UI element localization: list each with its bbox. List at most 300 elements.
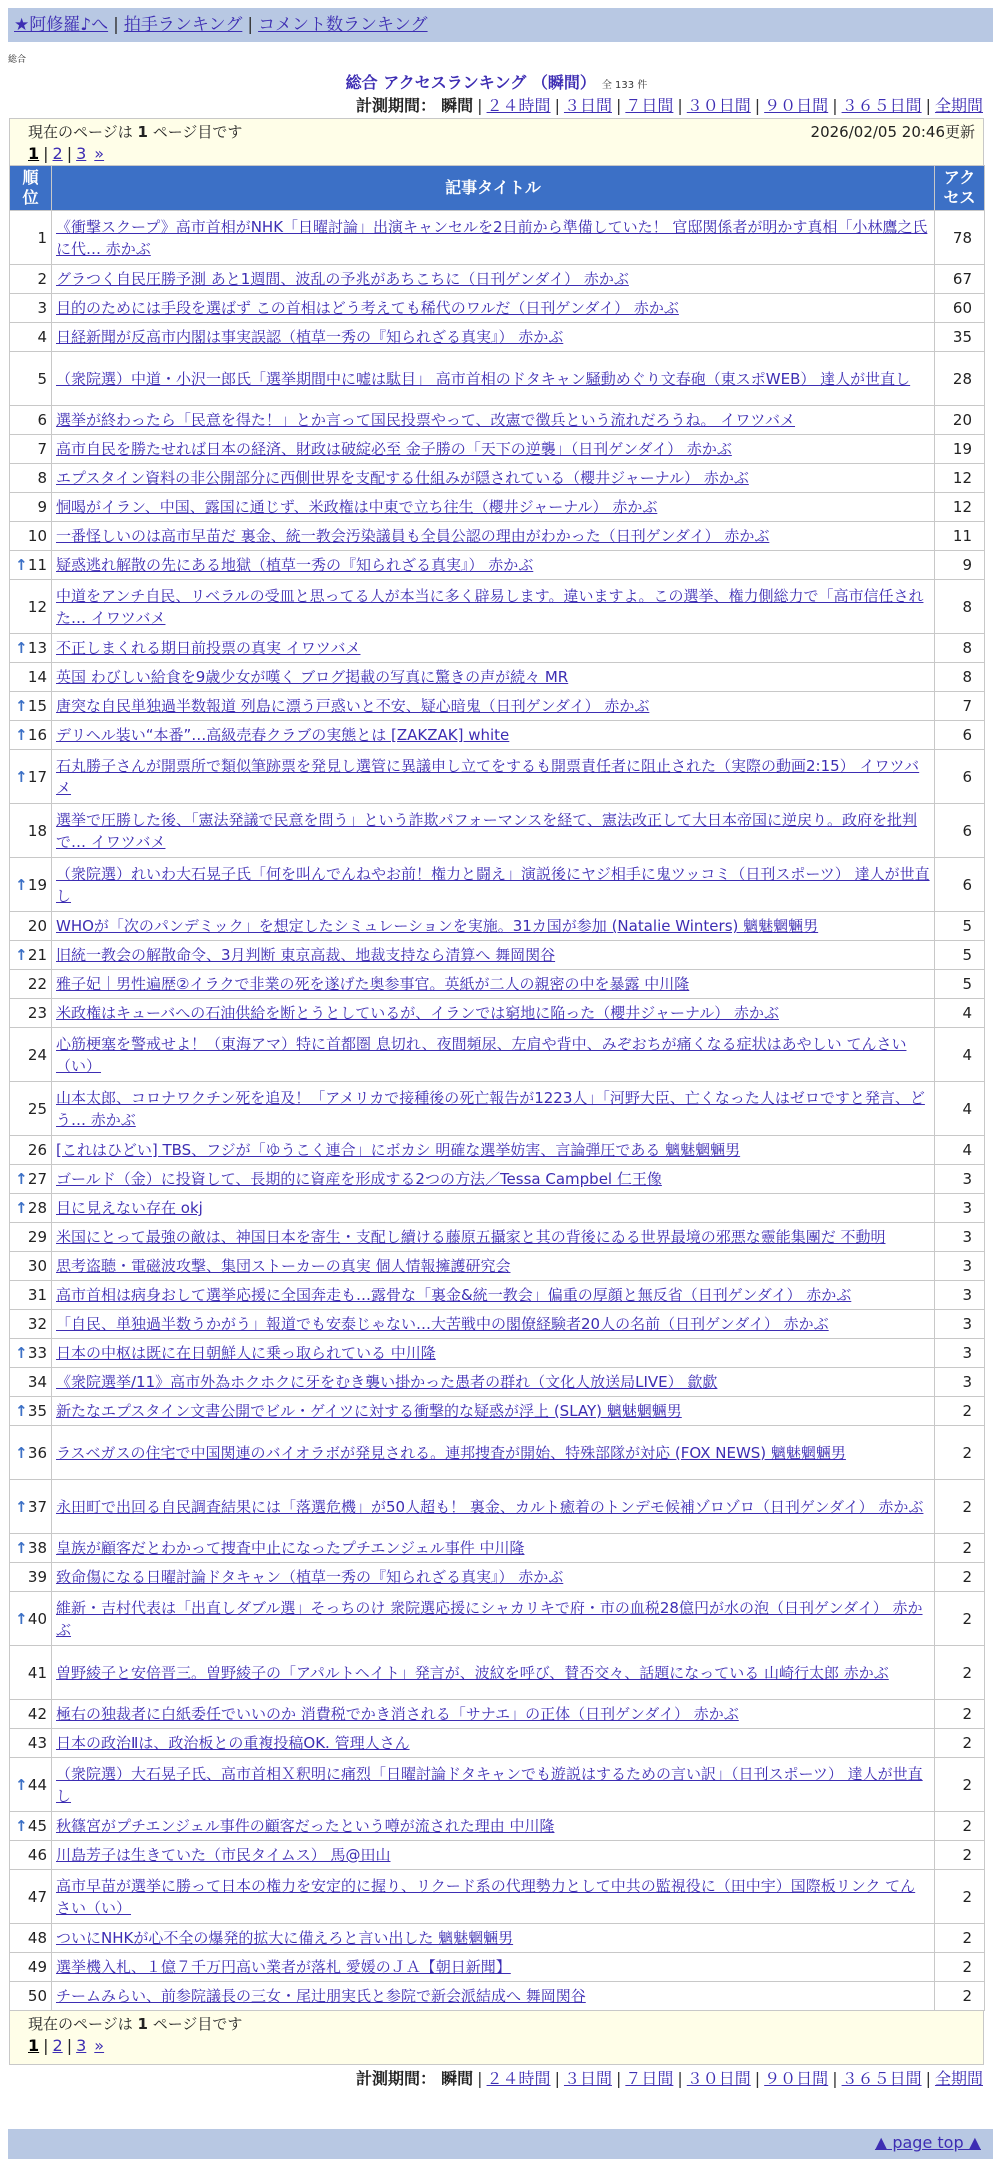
article-title-link[interactable]: チームみらい、前参院議長の三女・尾辻朋実氏と参院で新会派結成へ 舞岡関谷 [56,1987,586,2005]
page-link[interactable]: 3 [76,144,87,163]
article-title-link[interactable]: 川島芳子は生きていた（市民タイムス） 馬@田山 [56,1846,391,1864]
access-count: 60 [935,294,985,323]
rank-up-arrow-icon: ↑ [15,556,28,574]
article-title-link[interactable]: [これはひどい] TBS、フジが「ゆうこく連合」にボカシ 明確な選挙妨害、言論弾圧である 魑魅魍魎男 [56,1141,741,1159]
title-cell [52,1563,935,1592]
table-row [10,804,985,858]
updated-timestamp: 2026/02/05 20:46更新 [810,123,975,141]
article-title-link[interactable]: 山本太郎、コロナワクチン死を追及！「アメリカで接種後の死亡報告が1223人」「河野大臣、亡くなった人はゼロですと発言、どう… 赤かぶ [56,1088,925,1129]
title-cell [52,1426,935,1480]
rank-cell [10,692,52,721]
rank-cell [10,406,52,435]
table-row [10,1339,985,1368]
title-cell [52,1165,935,1194]
rank-number: 40 [27,1609,47,1628]
period-option[interactable]: 全期間 [934,96,983,115]
page-title-text: 総合 アクセスランキング （瞬間） [345,73,596,92]
rank-number: 48 [27,1929,47,1947]
access-count: 3 [935,1339,985,1368]
period-separator: | [754,96,761,115]
period-label: 計測期間： [356,2069,437,2088]
access-count: 11 [935,522,985,551]
rank-number: 20 [27,917,47,935]
rank-cell [10,941,52,970]
rank-number: 14 [27,668,47,686]
table-row [10,750,985,804]
nav-separator: | [247,15,254,35]
access-count: 2 [935,1812,985,1841]
access-count: 3 [935,1252,985,1281]
rank-up-arrow-icon: ↑ [15,946,28,964]
period-selector-top [0,94,983,118]
title-cell [52,804,935,858]
article-title-link[interactable]: 皇族が顧客だとわかって捜査中止になったプチエンジェル事件 中川隆 [56,1539,525,1557]
table-header-row [10,166,985,211]
article-title-link[interactable]: 《衝撃スクープ》高市首相がNHK「日曜討論」出演キャンセルを2日前から準備していた！ 官邸関係者が明かす真相「小林鷹之氏に代… 赤かぶ [56,217,928,258]
access-count: 6 [935,750,985,804]
period-option: 瞬間 [441,96,474,115]
period-separator: | [477,96,483,115]
title-cell [52,1310,935,1339]
table-row [10,1368,985,1397]
table-row [10,721,985,750]
article-title-link[interactable]: 秋篠宮がプチエンジェル事件の顧客だったという噂が流された理由 中川隆 [56,1817,555,1835]
rank-number: 9 [37,498,47,516]
title-cell [52,1700,935,1729]
table-row [10,1841,985,1870]
title-cell [52,1646,935,1700]
table-row [10,858,985,912]
table-row [10,1870,985,1924]
rank-number: 23 [27,1004,47,1022]
ranking-container [9,118,984,2065]
article-title-link[interactable]: 目的のためには手段を選ばず この首相はどう考えても稀代のワルだ（日刊ゲンダイ） 赤かぶ [56,299,679,317]
article-title-link[interactable]: 永田町で出回る自民調査結果には「落選危機」が50人超も！ 裏金、カルト癒着のトンデモ候補ゾロゾロ（日刊ゲンダイ） 赤かぶ [56,1497,924,1516]
table-row [10,1480,985,1534]
article-title-link[interactable]: 高市首相は病身おして選挙応援に全国奔走も…露骨な「裏金&統一教会」偏重の厚顔と無反省（日刊ゲンダイ） 赤かぶ [56,1286,852,1304]
page-link[interactable]: 1 [28,2036,40,2055]
article-title-link[interactable]: 日本の政治Ⅱは、政治板との重複投稿OK. 管理人さん [56,1734,410,1752]
rank-cell [10,294,52,323]
table-row [10,551,985,580]
page-link[interactable]: 1 [28,144,40,163]
article-title-link[interactable]: 選挙が終わったら「民意を得た！」とか言って国民投票やって、改憲で徴兵という流れだろうね。 イワツバメ [56,411,796,429]
access-count: 67 [935,265,985,294]
article-title-link[interactable]: 思考盗聴・電磁波攻撃、集団ストーカーの真実 個人情報擁護研究会 [56,1257,511,1275]
next-page-link[interactable]: » [94,2036,105,2055]
next-page-link[interactable]: » [94,144,105,163]
page-info-text [28,121,242,143]
title-cell [52,1339,935,1368]
title-cell [52,1758,935,1812]
period-option[interactable]: ３０日間 [686,96,751,115]
rank-cell [10,352,52,406]
rank-cell [10,1924,52,1953]
pager-bottom [28,2035,975,2057]
access-count: 4 [935,1136,985,1165]
access-count: 2 [935,1758,985,1812]
rank-cell [10,1136,52,1165]
title-cell [52,1953,935,1982]
access-count: 6 [935,858,985,912]
rank-up-arrow-icon: ↑ [15,1199,28,1217]
article-title-link[interactable]: （衆院選）中道・小沢一郎氏「選挙期間中に嘘は駄目」 高市首相のドタキャン騒動めぐり文春砲（東スポWEB） 達人が世直し [56,369,911,388]
period-separator: | [925,2069,931,2088]
page-title [0,72,993,94]
access-count: 5 [935,912,985,941]
article-title-link[interactable]: デリヘル装い“本番”…高級売春クラブの実態とは [ZAKZAK] white [56,726,510,744]
clap-ranking-link[interactable]: 拍手ランキング [123,15,243,35]
page-link[interactable]: 3 [76,2036,87,2055]
article-title-link[interactable]: 不正しまくれる期日前投票の真実 イワツバメ [56,639,361,657]
rank-number: 1 [37,228,47,247]
rank-number: 17 [27,767,47,786]
article-title-link[interactable]: 高市自民を勝たせれば日本の経済、財政は破綻必至 金子勝の「天下の逆襲」（日刊ゲンダイ） 赤かぶ [56,440,732,458]
title-cell [52,1534,935,1563]
title-cell [52,1194,935,1223]
article-title-link[interactable]: 高市早苗が選挙に勝って日本の権力を安定的に握り、リクード系の代理勢力として中共の監視役に（田中宇）国際板リンク てんさい（い） [56,1876,916,1917]
page-link[interactable]: 2 [52,2036,63,2055]
table-row [10,406,985,435]
rank-number: 21 [27,946,47,964]
rank-number: 43 [27,1734,47,1752]
title-cell [52,551,935,580]
title-cell [52,663,935,692]
rank-cell [10,634,52,663]
page-info-box-top [9,118,984,165]
period-option: 瞬間 [441,2069,474,2088]
rank-number: 6 [37,411,47,429]
table-row [10,1252,985,1281]
table-row [10,580,985,634]
rank-up-arrow-icon: ↑ [15,1609,28,1628]
article-title-link[interactable]: 選挙で圧勝した後、「憲法発議で民意を問う」という詐欺パフォーマンスを経て、憲法改正して大日本帝国に逆戻り。政府を批判で… イワツバメ [56,810,918,851]
period-option[interactable]: ３日間 [563,2069,612,2088]
article-title-link[interactable]: 一番怪しいのは高市早苗だ 裏金、統一教会汚染議員も全員公認の理由がわかった（日刊ゲンダイ） 赤かぶ [56,527,770,545]
table-row [10,1281,985,1310]
rank-number: 3 [37,299,47,317]
article-title-link[interactable]: 選挙機入札、１億７千万円高い業者が落札 愛媛のＪＡ【朝日新聞】 [56,1958,511,1976]
rank-cell [10,1646,52,1700]
article-title-link[interactable]: 恫喝がイラン、中国、露国に通じず、米政権は中東で立ち往生（櫻井ジャーナル） 赤かぶ [56,498,658,516]
access-count: 2 [935,1534,985,1563]
title-cell [52,970,935,999]
page-top-link[interactable]: ▲ page top ▲ [874,2133,981,2152]
rank-number: 28 [27,1199,47,1217]
rank-number: 16 [27,726,47,744]
title-cell [52,1082,935,1136]
article-title-link[interactable]: 曽野綾子と安倍晋三。曽野綾子の「アパルトヘイト」発言が、波紋を呼び、賛否交々、話題になっている 山崎行太郎 赤かぶ [56,1663,889,1682]
title-cell [52,912,935,941]
rank-cell [10,1870,52,1924]
period-option[interactable]: ３６５日間 [841,96,922,115]
rank-cell [10,1310,52,1339]
title-cell [52,692,935,721]
rank-up-arrow-icon: ↑ [15,1775,28,1794]
rank-up-arrow-icon: ↑ [15,697,28,715]
rank-cell [10,1194,52,1223]
table-row [10,634,985,663]
access-count: 4 [935,999,985,1028]
table-row [10,941,985,970]
comment-ranking-link[interactable]: コメント数ランキング [258,15,428,35]
rank-number: 27 [27,1170,47,1188]
rank-cell [10,1812,52,1841]
rank-up-arrow-icon: ↑ [15,767,28,786]
rank-cell [10,1563,52,1592]
access-count: 3 [935,1368,985,1397]
access-count: 3 [935,1194,985,1223]
access-count: 2 [935,1563,985,1592]
title-cell [52,941,935,970]
article-title-link[interactable]: 英国 わびしい給食を9歳少女が嘆く ブログ掲載の写真に驚きの声が続々 MR [56,668,569,686]
period-separator: | [554,96,560,115]
rank-up-arrow-icon: ↑ [15,726,28,744]
rank-number: 38 [27,1539,47,1557]
title-cell [52,634,935,663]
article-title-link[interactable]: （衆院選）大石晃子氏、高市首相Ｘ釈明に痛烈「日曜討論ドタキャンでも遊説はするための言い訳」（日刊スポーツ） 達人が世直し [56,1764,923,1805]
period-separator: | [615,2069,622,2088]
article-title-link[interactable]: 《衆院選挙/11》高市外為ホクホクに牙をむき襲い掛かった愚者の群れ（文化人放送局LIVE） 歙歔 [56,1373,718,1391]
access-count: 2 [935,1700,985,1729]
rank-cell [10,1368,52,1397]
rank-number: 42 [27,1705,47,1723]
rank-cell [10,580,52,634]
rank-cell [10,1729,52,1758]
rank-number: 33 [27,1344,47,1362]
table-row [10,1924,985,1953]
period-option[interactable]: ２４時間 [486,96,551,115]
title-cell [52,522,935,551]
rank-cell [10,912,52,941]
col-title-header: 記事タイトル [52,166,935,211]
table-row [10,1646,985,1700]
table-row [10,663,985,692]
article-title-link[interactable]: 雅子妃｜男性遍歴②イラクで非業の死を遂げた奥参事官。英紙が二人の親密の中を暴露 中川隆 [56,975,690,993]
table-row [10,352,985,406]
access-count: 12 [935,464,985,493]
access-count: 4 [935,1082,985,1136]
period-separator: | [832,2069,838,2088]
rank-number: 30 [27,1257,47,1275]
table-row [10,493,985,522]
period-option[interactable]: ９０日間 [764,2069,829,2088]
rank-number: 15 [27,697,47,715]
period-separator: | [832,96,838,115]
pager-separator: | [66,144,73,163]
rank-number: 11 [27,556,47,574]
rank-up-arrow-icon: ↑ [15,1817,28,1835]
title-cell [52,435,935,464]
period-option[interactable]: ３６５日間 [841,2069,922,2088]
table-row [10,1397,985,1426]
period-separator: | [677,2069,683,2088]
period-option[interactable]: ７日間 [625,2069,674,2088]
period-option[interactable]: ７日間 [625,96,674,115]
rank-number: 22 [27,975,47,993]
rank-number: 41 [27,1663,47,1682]
pager-separator: | [43,144,49,163]
rank-cell [10,1028,52,1082]
rank-cell [10,1397,52,1426]
rank-number: 13 [27,639,47,657]
table-row [10,1223,985,1252]
article-title-link[interactable]: 極右の独裁者に白紙委任でいいのか 消費税でかき消される「サナエ」の正体（日刊ゲンダイ） 赤かぶ [56,1705,739,1723]
period-list [441,96,983,115]
article-title-link[interactable]: WHOが「次のパンデミック」を想定したシミュレーションを実施。31カ国が参加 (Natalie Winters) 魑魅魍魎男 [56,917,819,935]
article-title-link[interactable]: 米政権はキューバへの石油供給を断とうとしているが、イランでは窮地に陥った（櫻井ジャーナル） 赤かぶ [56,1004,779,1022]
rank-cell [10,1700,52,1729]
article-title-link[interactable]: ラスベガスの住宅で中国関連のバイオラボが発見される。連邦捜査が開始、特殊部隊が対応 (FOX NEWS) 魑魅魍魎男 [56,1443,846,1462]
rank-up-arrow-icon: ↑ [15,1402,28,1420]
article-title-link[interactable]: 目に見えない存在 okj [56,1199,203,1217]
page-info-prefix: 現在のページは [28,123,133,141]
access-count: 2 [935,1397,985,1426]
rank-number: 32 [27,1315,47,1333]
rank-up-arrow-icon: ↑ [15,1443,28,1462]
period-option[interactable]: ３０日間 [686,2069,751,2088]
footer-bar [8,2129,993,2159]
article-title-link[interactable]: 「自民、単独過半数うかがう」報道でも安泰じゃない…大苦戦中の閣僚経験者20人の名前（日刊ゲンダイ） 赤かぶ [56,1315,829,1333]
rank-cell [10,435,52,464]
article-title-link[interactable]: 維新・吉村代表は「出直しダブル選」そっちのけ 衆院選応援にシャカリキで府・市の血税28億円が水の泡（日刊ゲンダイ） 赤かぶ [56,1598,923,1639]
rank-number: 44 [27,1775,47,1794]
pager-separator: | [66,2036,73,2055]
period-separator: | [754,2069,761,2088]
period-option[interactable]: 全期間 [934,2069,983,2088]
article-title-link[interactable]: 新たなエプスタイン文書公開でビル・ゲイツに対する衝撃的な疑惑が浮上 (SLAY) 魑魅魍魎男 [56,1402,682,1420]
rank-number: 26 [27,1141,47,1159]
article-title-link[interactable]: 米国にとって最強の敵は、神国日本を寄生・支配し續ける藤原五攝家と其の背後にゐる世界最境の邪悪な靈能集團だ 不動明 [56,1228,886,1246]
article-title-link[interactable]: 疑惑逃れ解散の先にある地獄（植草一秀の『知られざる真実』） 赤かぶ [56,556,534,574]
table-row [10,435,985,464]
article-title-link[interactable]: グラつく自民圧勝予測 あと1週間、波乱の予兆があちこちに（日刊ゲンダイ） 赤かぶ [56,270,629,288]
article-title-link[interactable]: 唐突な自民単独過半数報道 列島に漂う戸惑いと不安、疑心暗鬼（日刊ゲンダイ） 赤かぶ [56,697,650,715]
table-row [10,323,985,352]
article-title-link[interactable]: 日経新聞が反高市内閣は事実誤認（植草一秀の『知られざる真実』） 赤かぶ [56,328,564,346]
access-count: 3 [935,1223,985,1252]
period-separator: | [677,96,683,115]
rank-up-arrow-icon: ↑ [15,1344,28,1362]
table-row [10,1982,985,2011]
rank-number: 2 [37,270,47,288]
page-link[interactable]: 2 [52,144,63,163]
rank-number: 46 [27,1846,47,1864]
article-title-link[interactable]: ついにNHKが心不全の爆発的拡大に備えろと言い出した 魑魅魍魎男 [56,1929,514,1947]
table-row [10,1310,985,1339]
rank-cell [10,493,52,522]
access-count: 9 [935,551,985,580]
rank-up-arrow-icon: ↑ [15,1170,28,1188]
table-row [10,522,985,551]
access-count: 19 [935,435,985,464]
period-separator: | [925,96,931,115]
rank-up-arrow-icon: ↑ [15,875,28,894]
page-info-text [28,2013,242,2035]
rank-cell [10,1841,52,1870]
period-separator: | [615,96,622,115]
access-count: 8 [935,580,985,634]
access-count: 12 [935,493,985,522]
rank-number: 5 [37,369,47,388]
period-option[interactable]: ３日間 [563,96,612,115]
title-cell [52,352,935,406]
rank-cell [10,1252,52,1281]
rank-cell [10,1082,52,1136]
table-row [10,1082,985,1136]
title-cell [52,999,935,1028]
period-separator: | [477,2069,483,2088]
article-title-link[interactable]: 石丸勝子さんが開票所で類似筆跡票を発見し選管に異議申し立てをするも開票責任者に阻止された（実際の動画2:15） イワツバメ [56,756,920,797]
home-link[interactable]: ★阿修羅♪へ [14,15,109,35]
rank-cell [10,1223,52,1252]
article-title-link[interactable]: 心筋梗塞を警戒せよ！（東海アマ）特に首都圏 息切れ、夜間頻尿、左肩や背中、みぞおちが痛くなる症状はあやしい てんさい（い） [56,1034,907,1075]
title-cell [52,721,935,750]
article-title-link[interactable]: エプスタイン資料の非公開部分に西側世界を支配する仕組みが隠されている（櫻井ジャーナル） 赤かぶ [56,469,749,487]
title-cell [52,1870,935,1924]
article-title-link[interactable]: 日本の中枢は既に在日朝鮮人に乗っ取られている 中川隆 [56,1344,436,1362]
period-selector-bottom [0,2067,983,2091]
title-cell [52,1281,935,1310]
period-option[interactable]: ９０日間 [764,96,829,115]
access-count: 2 [935,1924,985,1953]
rank-cell [10,721,52,750]
title-cell [52,406,935,435]
col-access-header: アクセス [935,166,985,211]
access-count: 2 [935,1982,985,2011]
rank-cell [10,858,52,912]
rank-number: 7 [37,440,47,458]
period-list [441,2069,983,2088]
access-count: 2 [935,1592,985,1646]
pager-separator: | [43,2036,49,2055]
article-title-link[interactable]: （衆院選）れいわ大石晃子氏「何を叫んでんねやお前！権力と闘え」演説後にヤジ相手に鬼ツッコミ（日刊スポーツ） 達人が世直し [56,864,930,905]
title-cell [52,294,935,323]
table-row [10,1136,985,1165]
article-title-link[interactable]: 中道をアンチ自民、リベラルの受皿と思ってる人が本当に多く辟易します。違いますよ。この選挙、権力側総力で「高市信任された… イワツバメ [56,586,924,627]
rank-number: 45 [27,1817,47,1835]
title-cell [52,1729,935,1758]
rank-cell [10,804,52,858]
rank-number: 36 [27,1443,47,1462]
article-title-link[interactable]: ゴールド（金）に投資して、長期的に資産を形成する2つの方法／Tessa Campbel 仁王像 [56,1170,662,1188]
table-row [10,1729,985,1758]
rank-number: 25 [27,1099,47,1118]
rank-number: 18 [27,821,47,840]
title-cell [52,1841,935,1870]
table-row [10,1426,985,1480]
article-title-link[interactable]: 致命傷になる日曜討論ドタキャン（植草一秀の『知られざる真実』） 赤かぶ [56,1568,564,1586]
article-title-link[interactable]: 旧統一教会の解散命令、3月判断 東京高裁、地裁支持なら清算へ 舞岡関谷 [56,946,556,964]
rank-number: 4 [37,328,47,346]
access-count: 2 [935,1426,985,1480]
title-cell [52,580,935,634]
table-row [10,912,985,941]
title-cell [52,858,935,912]
rank-up-arrow-icon: ↑ [15,1497,28,1516]
title-cell [52,1812,935,1841]
access-count: 4 [935,1028,985,1082]
ranking-rows [10,211,985,2011]
rank-cell [10,323,52,352]
rank-number: 37 [27,1497,47,1516]
rank-number: 34 [27,1373,47,1391]
table-row [10,464,985,493]
rank-cell [10,1592,52,1646]
rank-number: 10 [27,527,47,545]
period-option[interactable]: ２４時間 [486,2069,551,2088]
page-info-suffix: ページ目です [152,123,243,141]
